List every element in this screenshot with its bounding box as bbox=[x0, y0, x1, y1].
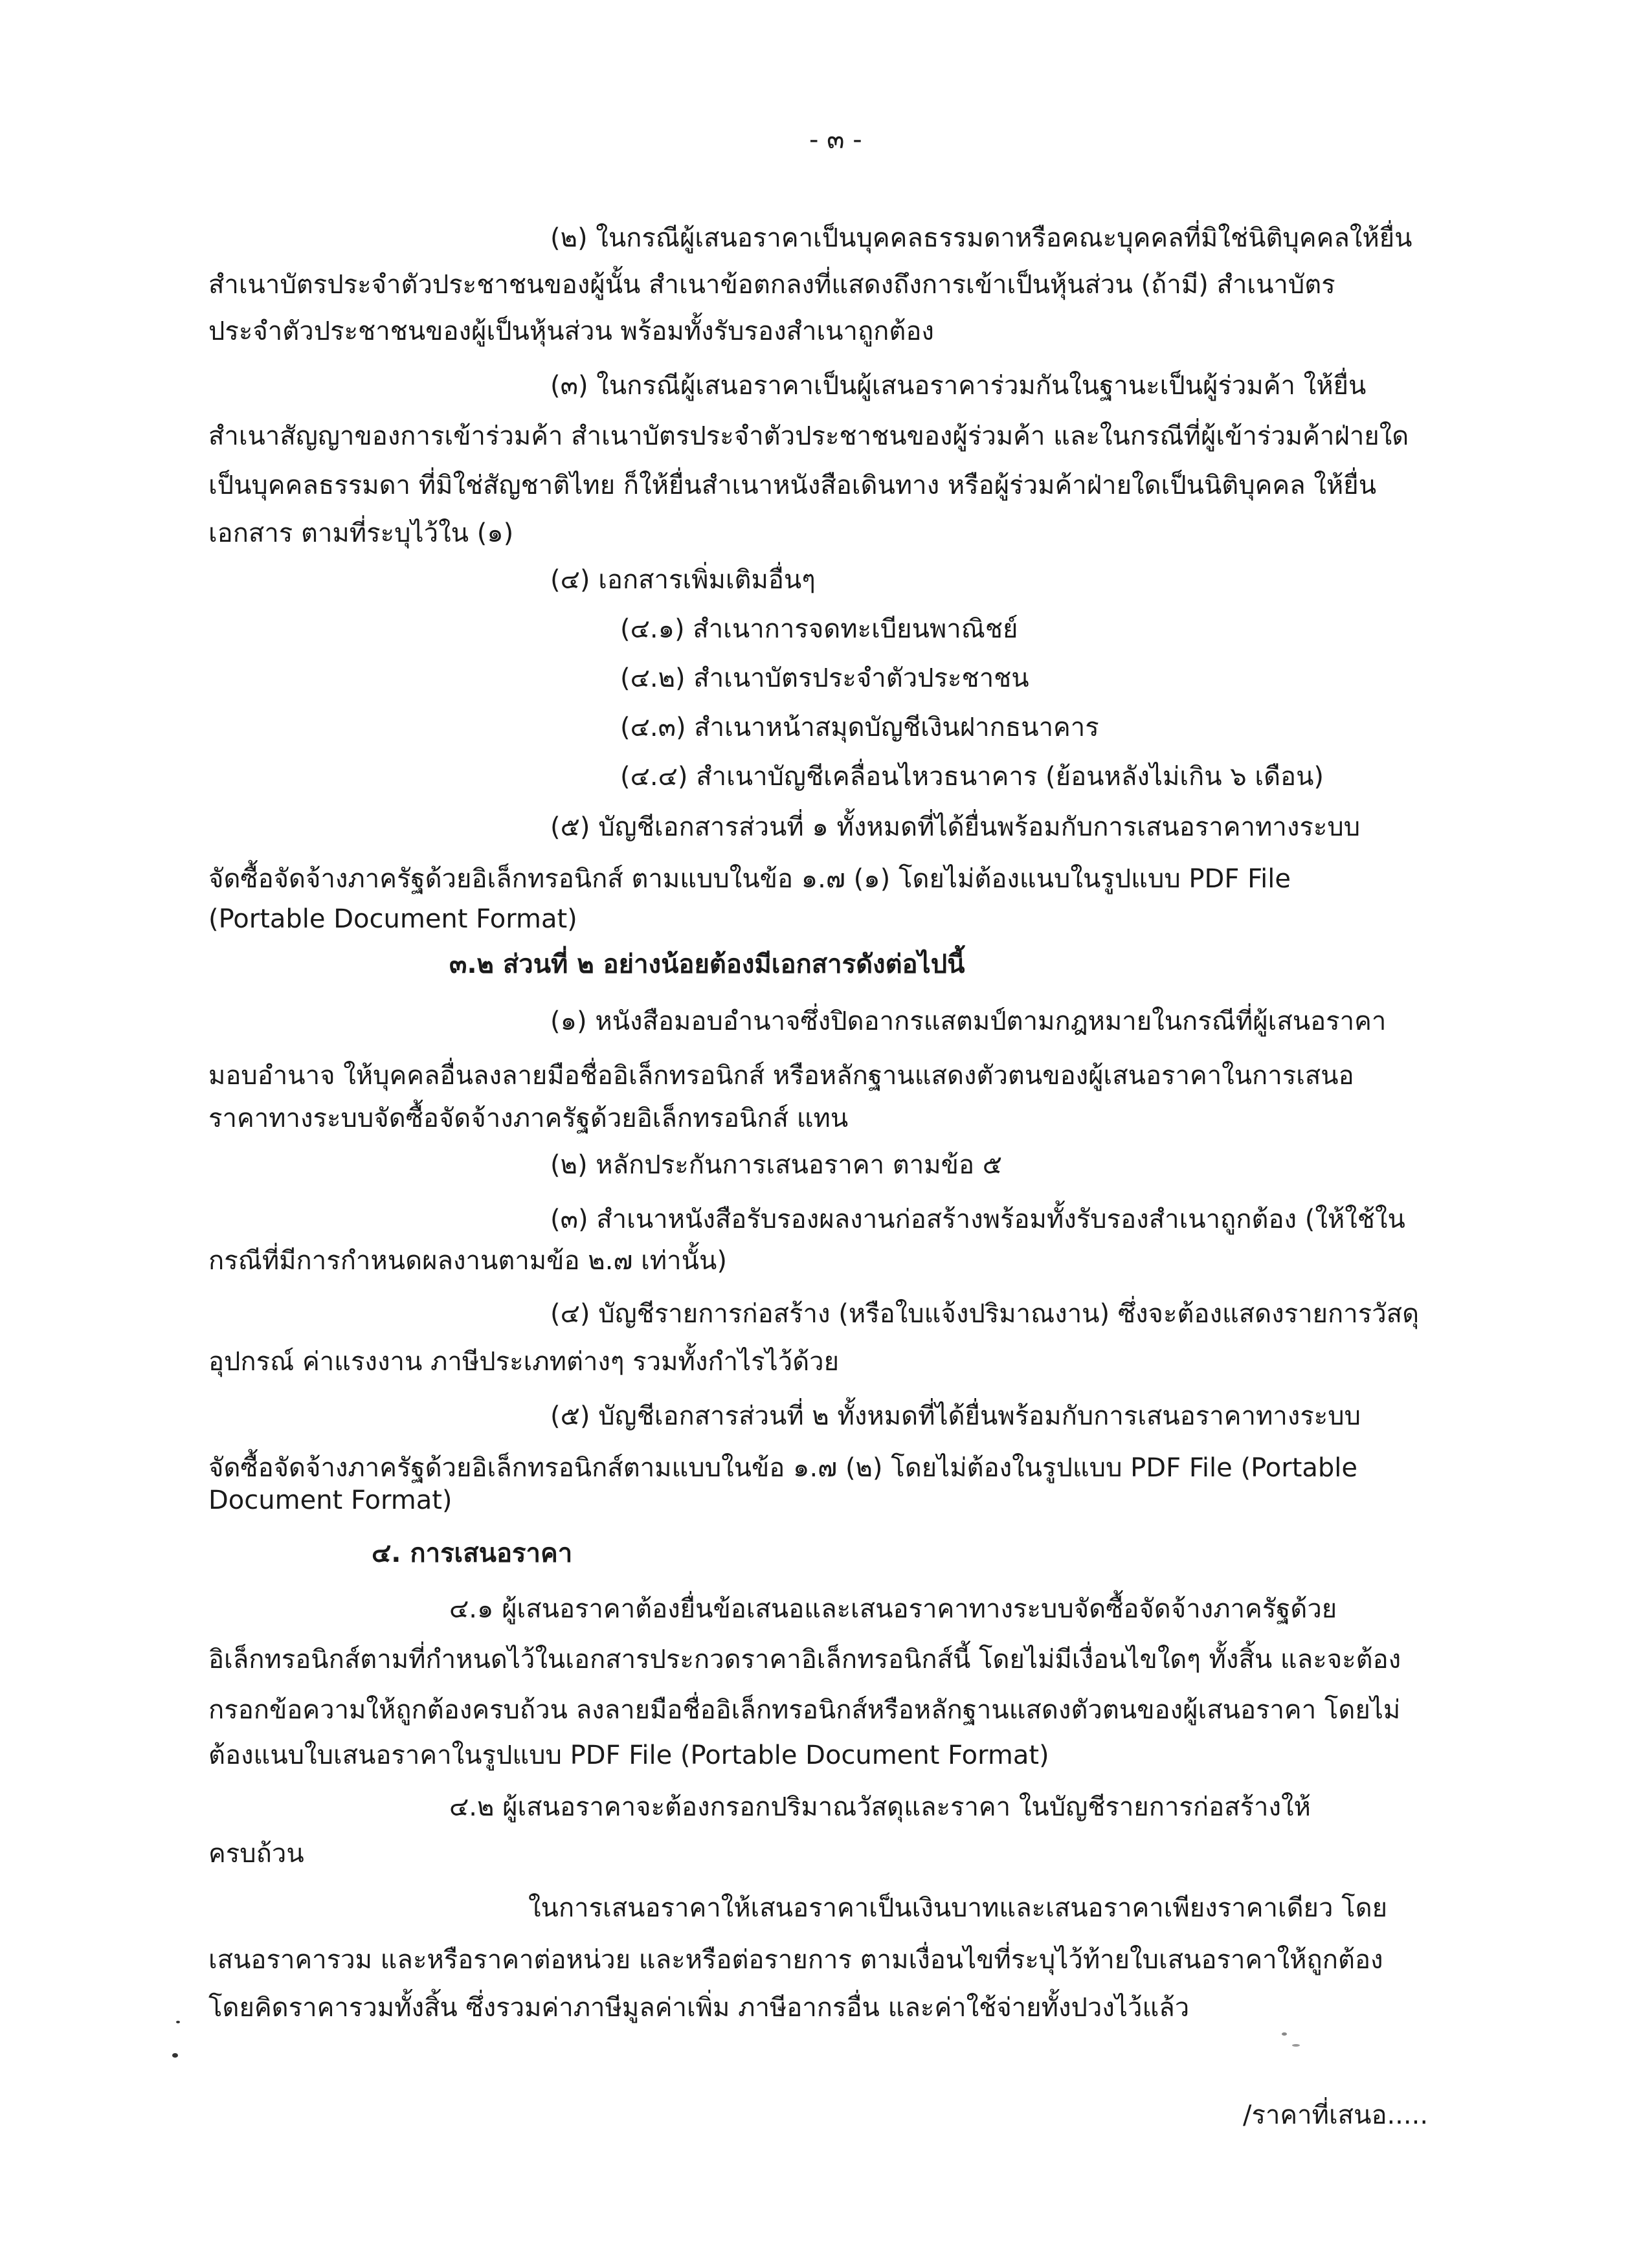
scan-speck bbox=[176, 2021, 180, 2023]
body-line: (๑) หนังสือมอบอำนาจซึ่งปิดอากรแสตมป์ตามกฎหมายในกรณีที่ผู้เสนอราคา bbox=[550, 1006, 1387, 1036]
body-line: ๔.๒ ผู้เสนอราคาจะต้องกรอกปริมาณวัสดุและราคา ในบัญชีรายการก่อสร้างให้ bbox=[449, 1792, 1311, 1822]
body-line: มอบอำนาจ ให้บุคคลอื่นลงลายมือชื่ออิเล็กทรอนิกส์ หรือหลักฐานแสดงตัวตนของผู้เสนอราคาในการเสนอ bbox=[208, 1061, 1354, 1091]
body-line: (๕) บัญชีเอกสารส่วนที่ ๒ ทั้งหมดที่ได้ยื่นพร้อมกับการเสนอราคาทางระบบ bbox=[550, 1401, 1361, 1431]
body-line: จัดซื้อจัดจ้างภาครัฐด้วยอิเล็กทรอนิกส์ ตามแบบในข้อ ๑.๗ (๑) โดยไม่ต้องแนบในรูปแบบ PDF File bbox=[208, 864, 1291, 894]
body-line: กรณีที่มีการกำหนดผลงานตามข้อ ๒.๗ เท่านั้น) bbox=[208, 1246, 727, 1276]
body-line: สำเนาบัตรประจำตัวประชาชนของผู้นั้น สำเนาข้อตกลงที่แสดงถึงการเข้าเป็นหุ้นส่วน (ถ้ามี) สำเนาบัตร bbox=[208, 270, 1335, 300]
section-heading: ๓.๒ ส่วนที่ ๒ อย่างน้อยต้องมีเอกสารดังต่อไปนี้ bbox=[449, 950, 965, 979]
body-line: (๒) ในกรณีผู้เสนอราคาเป็นบุคคลธรรมดาหรือคณะบุคคลที่มิใช่นิติบุคคลให้ยื่น bbox=[550, 223, 1412, 253]
body-line: (๔.๑) สำเนาการจดทะเบียนพาณิชย์ bbox=[620, 614, 1018, 644]
body-line: ราคาทางระบบจัดซื้อจัดจ้างภาครัฐด้วยอิเล็กทรอนิกส์ แทน bbox=[208, 1104, 849, 1133]
scan-speck bbox=[172, 2053, 178, 2058]
body-line: เป็นบุคคลธรรมดา ที่มิใช่สัญชาติไทย ก็ให้ยื่นสำเนาหนังสือเดินทาง หรือผู้ร่วมค้าฝ่ายใดเป็นนิติบุคคล ให้ยื่น bbox=[208, 471, 1377, 500]
body-line: (๕) บัญชีเอกสารส่วนที่ ๑ ทั้งหมดที่ได้ยื่นพร้อมกับการเสนอราคาทางระบบ bbox=[550, 812, 1361, 842]
body-line: (๒) หลักประกันการเสนอราคา ตามข้อ ๕ bbox=[550, 1150, 1002, 1180]
body-line: (๔) บัญชีรายการก่อสร้าง (หรือใบแจ้งปริมาณงาน) ซึ่งจะต้องแสดงรายการวัสดุ bbox=[550, 1299, 1420, 1329]
body-line: เอกสาร ตามที่ระบุไว้ใน (๑) bbox=[208, 518, 514, 548]
body-line: ประจำตัวประชาชนของผู้เป็นหุ้นส่วน พร้อมทั้งรับรองสำเนาถูกต้อง bbox=[208, 317, 934, 346]
scan-speck bbox=[1292, 2044, 1300, 2047]
body-line: สำเนาสัญญาของการเข้าร่วมค้า สำเนาบัตรประจำตัวประชาชนของผู้ร่วมค้า และในกรณีที่ผู้เข้าร่วมค้าฝ่ายใด bbox=[208, 421, 1409, 451]
body-line: เสนอราคารวม และหรือราคาต่อหน่วย และหรือต่อรายการ ตามเงื่อนไขที่ระบุไว้ท้ายใบเสนอราคาให้ถูกต้อง bbox=[208, 1945, 1383, 1975]
body-line: โดยคิดราคารวมทั้งสิ้น ซึ่งรวมค่าภาษีมูลค่าเพิ่ม ภาษีอากรอื่น และค่าใช้จ่ายทั้งปวงไว้แล้ว bbox=[208, 1993, 1190, 2023]
footer-continuation: /ราคาที่เสนอ..... bbox=[1243, 2100, 1429, 2130]
body-line: (๓) ในกรณีผู้เสนอราคาเป็นผู้เสนอราคาร่วมกันในฐานะเป็นผู้ร่วมค้า ให้ยื่น bbox=[550, 371, 1367, 401]
body-line: อิเล็กทรอนิกส์ตามที่กำหนดไว้ในเอกสารประกวดราคาอิเล็กทรอนิกส์นี้ โดยไม่มีเงื่อนไขใดๆ ทั้งสิ้น และจะต้อง bbox=[208, 1645, 1401, 1674]
body-line: Document Format) bbox=[208, 1485, 452, 1515]
page-number: - ๓ - bbox=[809, 125, 862, 155]
body-line: ๔.๑ ผู้เสนอราคาต้องยื่นข้อเสนอและเสนอราคาทางระบบจัดซื้อจัดจ้างภาครัฐด้วย bbox=[449, 1594, 1337, 1624]
body-line: (๔) เอกสารเพิ่มเติมอื่นๆ bbox=[550, 565, 816, 595]
body-line: (Portable Document Format) bbox=[208, 904, 577, 934]
body-line: จัดซื้อจัดจ้างภาครัฐด้วยอิเล็กทรอนิกส์ตามแบบในข้อ ๑.๗ (๒) โดยไม่ต้องในรูปแบบ PDF File (Portable bbox=[208, 1453, 1357, 1483]
body-line: อุปกรณ์ ค่าแรงงาน ภาษีประเภทต่างๆ รวมทั้งกำไรไว้ด้วย bbox=[208, 1347, 840, 1377]
body-line: ในการเสนอราคาให้เสนอราคาเป็นเงินบาทและเสนอราคาเพียงราคาเดียว โดย bbox=[528, 1893, 1388, 1923]
body-line: (๔.๔) สำเนาบัญชีเคลื่อนไหวธนาคาร (ย้อนหลังไม่เกิน ๖ เดือน) bbox=[620, 762, 1324, 792]
body-line: (๔.๓) สำเนาหน้าสมุดบัญชีเงินฝากธนาคาร bbox=[620, 713, 1099, 742]
body-line: (๓) สำเนาหนังสือรับรองผลงานก่อสร้างพร้อมทั้งรับรองสำเนาถูกต้อง (ให้ใช้ใน bbox=[550, 1205, 1405, 1234]
scan-speck bbox=[1282, 2032, 1287, 2036]
body-line: กรอกข้อความให้ถูกต้องครบถ้วน ลงลายมือชื่ออิเล็กทรอนิกส์หรือหลักฐานแสดงตัวตนของผู้เสนอราคา โดยไม่ bbox=[208, 1695, 1401, 1725]
body-line: ต้องแนบใบเสนอราคาในรูปแบบ PDF File (Portable Document Format) bbox=[208, 1740, 1049, 1770]
body-line: (๔.๒) สำเนาบัตรประจำตัวประชาชน bbox=[620, 663, 1029, 693]
section-heading: ๔. การเสนอราคา bbox=[372, 1539, 573, 1568]
body-line: ครบถ้วน bbox=[208, 1839, 304, 1869]
